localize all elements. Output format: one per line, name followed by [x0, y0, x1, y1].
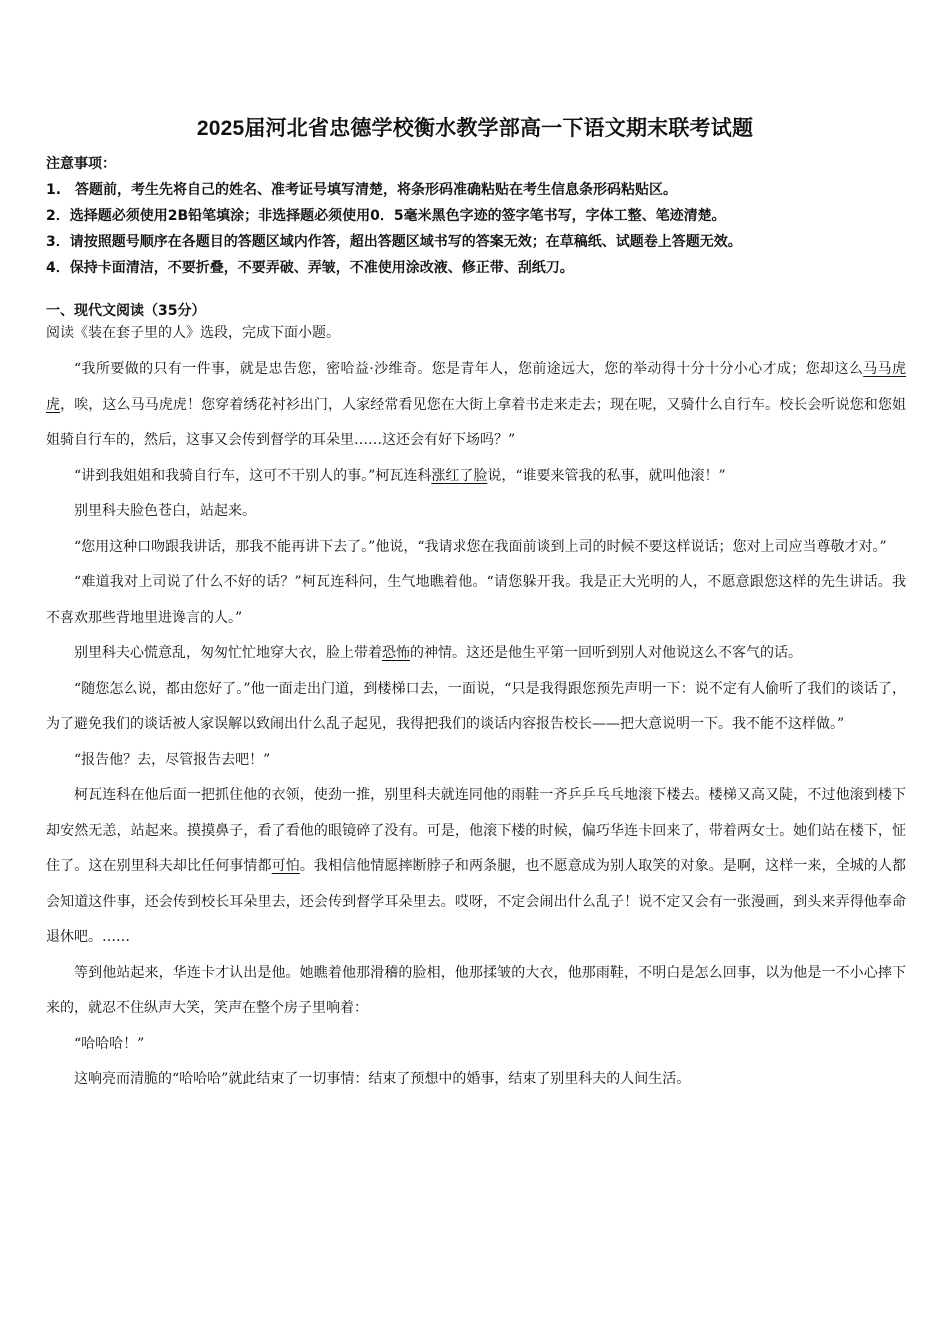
notice-item: 3．请按照题号顺序在各题目的答题区域内作答，超出答题区域书写的答案无效；在草稿纸、试题卷上答题无效。: [46, 234, 742, 250]
passage-text: “讲到我姐姐和我骑自行车，这可不干别人的事。”柯瓦连科: [74, 467, 432, 484]
passage-paragraph: “难道我对上司说了什么不好的话？”柯瓦连科问，生气地瞧着他。“请您躲开我。我是正大光明的人，不愿意跟您这样的先生讲话。我不喜欢那些背地里进谗言的人。”: [46, 574, 906, 626]
passage-paragraph: [46, 778, 906, 956]
passage-text: 的神情。这还是他生平第一回听到别人对他说这么不客气的话。: [410, 645, 802, 661]
reading-passage: [46, 352, 906, 1098]
passage-paragraph: “哈哈哈！”: [74, 1035, 145, 1052]
notice-item: 1. 答题前，考生先将自己的姓名、准考证号填写清楚，将条形码准确粘贴在考生信息条形码粘贴区。: [46, 182, 678, 198]
passage-paragraph: 等到他站起来，华连卡才认出是他。她瞧着他那滑稽的脸相，他那揉皱的大衣，他那雨鞋，不明白是怎么回事，以为他是一不小心摔下来的，就忍不住纵声大笑，笑声在整个房子里响着：: [46, 964, 906, 1016]
passage-text: 。我相信他情愿摔断脖子和两条腿，也不愿意成为别人取笑的对象。是啊，这样一来，全城的人都会知道这件事，还会传到校长耳朵里去，还会传到督学耳朵里去。哎呀，不定会闹出什么乱子！说不定又会有一张漫画，到头来弄得他奉命退休吧。……: [46, 858, 907, 945]
section-heading: 一、现代文阅读（35分）: [46, 303, 206, 319]
underlined-phrase: 恐怖: [382, 645, 410, 661]
passage-paragraph: 这响亮而清脆的“哈哈哈”就此结束了一切事情：结束了预想中的婚事，结束了别里科夫的人间生活。: [74, 1071, 691, 1087]
passage-text: 说，“谁要来管我的私事，就叫他滚！”: [487, 467, 726, 484]
notice-block: [46, 151, 906, 281]
passage-text: “我所要做的只有一件事，就是忠告您，密哈益·沙维奇。您是青年人，您前途远大，您的举动得十分十分小心才成；您却这么: [74, 361, 864, 377]
passage-paragraph: “您用这种口吻跟我讲话，那我不能再讲下去了。”他说，“我请求您在我面前谈到上司的时候不要这样说话；您对上司应当尊敬才对。”: [74, 538, 887, 555]
passage-text: ，唉，这么马马虎虎！您穿着绣花衬衫出门，人家经常看见您在大街上拿着书走来走去；现在呢，又骑什么自行车。校长会听说您和您姐姐骑自行车的，然后，这事又会传到督学的耳朵里……这还会有好下场吗？”: [46, 396, 907, 448]
notice-item: 2．选择题必须使用2B铅笔填涂；非选择题必须使用0．5毫米黑色字迹的签字笔书写，字体工整、笔迹清楚。: [46, 208, 726, 224]
underlined-phrase: 马马虎虎: [46, 361, 907, 413]
section-header: [46, 300, 906, 344]
passage-paragraph: [46, 352, 906, 459]
passage-paragraph: [46, 636, 906, 672]
section-intro: 阅读《装在套子里的人》选段，完成下面小题。: [46, 325, 340, 341]
passage-text: 别里科夫心慌意乱，匆匆忙忙地穿大衣，脸上带着: [74, 645, 382, 661]
underlined-phrase: 可怕: [271, 858, 300, 874]
passage-text: 柯瓦连科在他后面一把抓住他的衣领，使劲一推，别里科夫就连同他的雨鞋一齐乒乒乓乓地滚下楼去。楼梯又高又陡，不过他滚到楼下却安然无恙，站起来。摸摸鼻子，看了看他的眼镜碎了没有。可是，他滚下楼的时候，偏巧华连卡回来了，带着两女士。她们站在楼下，怔住了。这在别里科夫却比任何事情都: [46, 787, 906, 874]
underlined-phrase: 涨红了脸: [431, 467, 488, 484]
passage-paragraph: [46, 459, 906, 495]
passage-paragraph: 别里科夫脸色苍白，站起来。: [74, 503, 256, 519]
notice-heading: 注意事项：: [46, 156, 116, 172]
passage-paragraph: “随您怎么说，都由您好了。”他一面走出门道，到楼梯口去，一面说，“只是我得跟您预先声明一下：说不定有人偷听了我们的谈话了，为了避免我们的谈话被人家误解以致闹出什么乱子起见，我得把我们的谈话内容报告校长——把大意说明一下。我不能不这样做。”: [46, 680, 906, 732]
page-title: 2025届河北省忠德学校衡水教学部高一下语文期末联考试题: [196, 117, 754, 140]
passage-paragraph: “报告他？去，尽管报告去吧！”: [74, 751, 271, 768]
notice-item: 4．保持卡面清洁，不要折叠，不要弄破、弄皱，不准使用涂改液、修正带、刮纸刀。: [46, 260, 574, 276]
